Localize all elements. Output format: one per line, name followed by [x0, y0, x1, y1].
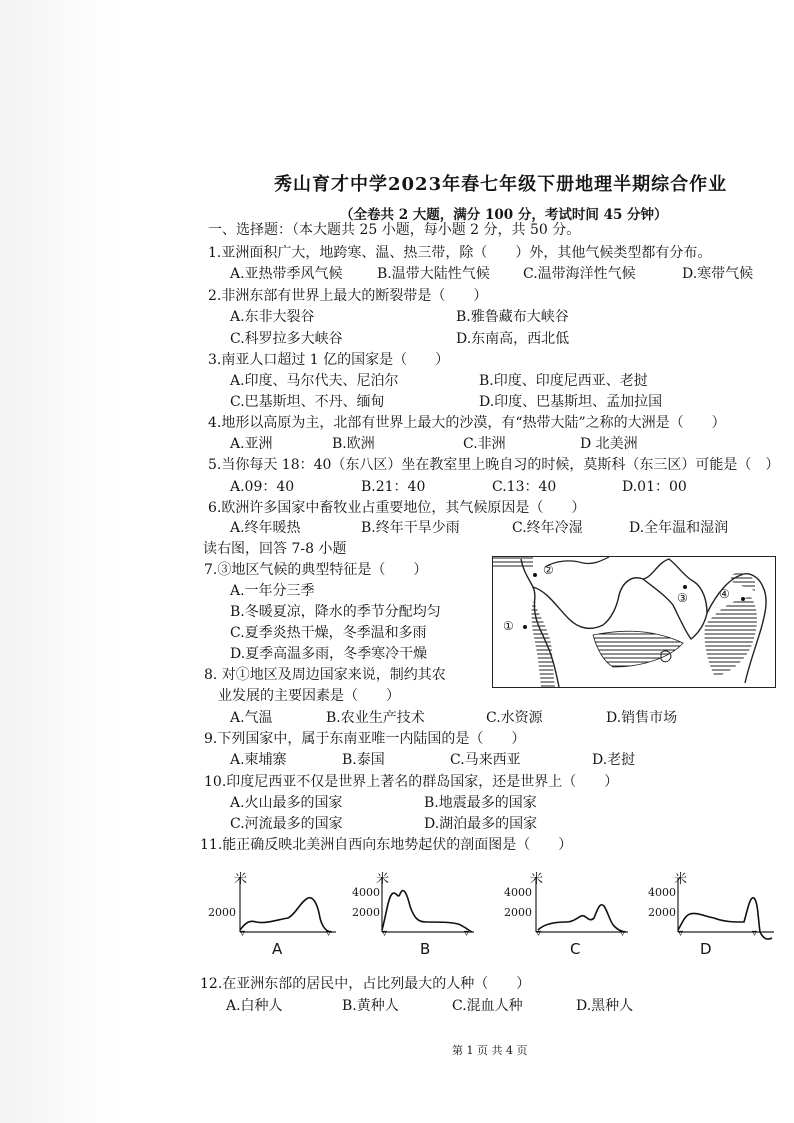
q5-option-b: B.21：40: [361, 479, 426, 495]
profile-a-label: A: [272, 940, 283, 958]
question-4: 4.地形以高原为主，北部有世界上最大的沙漠，有“热带大陆”之称的大洲是（ ）: [208, 415, 726, 431]
q9-option-d: D.老挝: [592, 752, 636, 768]
profile-d: [644, 868, 784, 960]
map-point-2: [533, 573, 537, 577]
q7-option-d: D.夏季高温多雨，冬季寒冷干燥: [230, 646, 428, 662]
region-map-drawing: [493, 557, 775, 687]
q6-option-d: D.全年温和湿润: [629, 520, 729, 536]
profile-b-unit: 米: [376, 872, 390, 887]
question-7: 7.③地区气候的典型特征是（ ）: [204, 562, 428, 578]
q12-option-d: D.黑种人: [576, 998, 634, 1014]
map-hatch-north: [493, 557, 533, 569]
map-point-1: [523, 625, 527, 629]
q6-option-a: A.终年暖热: [230, 520, 301, 536]
map-label-2: ②: [543, 563, 554, 577]
q8-option-a: A.气温: [230, 710, 273, 726]
svg-text:▿: ▿: [464, 928, 470, 939]
q2-option-d: D.东南高，西北低: [456, 331, 570, 347]
q2-option-c: C.科罗拉多大峡谷: [230, 331, 343, 347]
reading-instruction: 读右图，回答 7-8 小题: [203, 541, 347, 557]
q3-option-c: C.巴基斯坦、不丹、缅甸: [230, 394, 385, 410]
q4-option-b: B.欧洲: [332, 436, 375, 452]
profile-d-tick-2000: 2000: [648, 906, 676, 919]
section-heading: 一、选择题：（本大题共 25 小题，每小题 2 分，共 50 分。: [208, 222, 581, 238]
question-6: 6.欧洲许多国家中畜牧业占重要地位，其气候原因是（ ）: [208, 500, 586, 516]
q12-option-a: A.白种人: [226, 998, 283, 1014]
profile-c-tick-2000: 2000: [504, 906, 532, 919]
q3-option-a: A.印度、马尔代夫、尼泊尔: [230, 373, 399, 389]
map-coast-arabia: [533, 578, 643, 629]
svg-text:▿: ▿: [752, 928, 758, 939]
svg-text:▿: ▿: [382, 928, 388, 939]
profile-a-tick-2000: 2000: [208, 906, 236, 919]
q9-option-c: C.马来西亚: [450, 752, 521, 768]
svg-text:▿: ▿: [678, 928, 684, 939]
q5-option-a: A.09：40: [230, 479, 295, 495]
question-12: 12.在亚洲东部的居民中，占比列最大的人种（ ）: [200, 976, 531, 992]
q8-option-b: B.农业生产技术: [326, 710, 425, 726]
profile-d-tick-4000: 4000: [648, 886, 676, 899]
question-3: 3.南亚人口超过 1 亿的国家是（ ）: [208, 352, 450, 368]
q8-option-d: D.销售市场: [606, 710, 678, 726]
q12-option-c: C.混血人种: [452, 998, 523, 1014]
q6-option-b: B.终年干旱少雨: [361, 520, 460, 536]
q5-option-c: C.13：40: [492, 479, 557, 495]
map-hatch-india: [593, 631, 683, 667]
svg-text:▿: ▿: [620, 928, 626, 939]
q7-option-b: B.冬暖夏凉，降水的季节分配均匀: [230, 604, 441, 620]
q2-option-a: A.东非大裂谷: [230, 309, 315, 325]
profile-c: [504, 868, 644, 960]
q2-option-b: B.雅鲁藏布大峡谷: [456, 309, 569, 325]
q1-option-a: A.亚热带季风气候: [230, 266, 343, 282]
profile-a-unit: 米: [234, 872, 248, 887]
page-footer: 第 1 页 共 4 页: [452, 1044, 528, 1057]
question-8-line1: 8. 对①地区及周边国家来说，制约其农: [204, 667, 446, 683]
question-11: 11.能正确反映北美洲自西向东地势起伏的剖面图是（ ）: [200, 837, 573, 853]
svg-text:▿: ▿: [240, 928, 246, 939]
svg-text:▿: ▿: [326, 928, 332, 939]
profile-c-unit: 米: [530, 872, 544, 887]
q9-option-a: A.柬埔寨: [230, 752, 287, 768]
profile-b-tick-2000: 2000: [352, 906, 380, 919]
question-8-line2: 业发展的主要因素是（ ）: [218, 688, 400, 704]
question-1: 1.亚洲面积广大，地跨寒、温、热三带，除（ ）外，其他气候类型都有分布。: [208, 245, 712, 261]
question-9: 9.下列国家中，属于东南亚唯一内陆国的是（ ）: [204, 731, 526, 747]
map-label-4: ④: [719, 587, 730, 601]
q10-option-a: A.火山最多的国家: [230, 795, 343, 811]
q5-option-d: D.01：00: [622, 479, 687, 495]
map-coast-north: [545, 557, 609, 567]
q10-option-d: D.湖泊最多的国家: [424, 816, 538, 832]
map-hatch-east: [731, 573, 755, 591]
q1-option-b: B.温带大陆性气候: [377, 266, 490, 282]
q3-option-d: D.印度、巴基斯坦、孟加拉国: [479, 394, 663, 410]
q12-option-b: B.黄种人: [342, 998, 399, 1014]
question-5: 5.当你每天 18：40（东八区）坐在教室里上晚自习的时候，莫斯科（东三区）可能是（ ）: [208, 457, 780, 473]
q9-option-b: B.泰国: [342, 752, 385, 768]
map-point-4: [741, 597, 745, 601]
q4-option-a: A.亚洲: [230, 436, 273, 452]
q7-option-a: A.一年分三季: [230, 583, 315, 599]
profile-a: [208, 868, 348, 960]
q10-option-b: B.地震最多的国家: [424, 795, 537, 811]
profile-b: [352, 868, 492, 960]
q1-option-d: D.寒带气候: [682, 266, 754, 282]
q7-option-c: C.夏季炎热干燥，冬季温和多雨: [230, 625, 427, 641]
question-2: 2.非洲东部有世界上最大的断裂带是（ ）: [208, 288, 488, 304]
profile-b-label: B: [420, 940, 431, 958]
q1-option-c: C.温带海洋性气候: [523, 266, 636, 282]
profile-d-unit: 米: [674, 872, 688, 887]
q10-option-c: C.河流最多的国家: [230, 816, 343, 832]
map-point-3: [683, 585, 687, 589]
q3-option-b: B.印度、印度尼西亚、老挝: [479, 373, 648, 389]
question-10: 10.印度尼西亚不仅是世界上著名的群岛国家，还是世界上（ ）: [204, 774, 619, 790]
q4-option-d: D 北美洲: [580, 436, 638, 452]
profile-c-label: C: [570, 940, 581, 958]
page-title: 秀山育才中学2023年春七年级下册地理半期综合作业: [274, 174, 728, 195]
profile-b-tick-4000: 4000: [352, 886, 380, 899]
page-subtitle: （全卷共 2 大题，满分 100 分，考试时间 45 分钟）: [340, 207, 668, 223]
q6-option-c: C.终年冷湿: [512, 520, 583, 536]
region-map: [492, 556, 776, 688]
map-label-3: ③: [677, 591, 688, 605]
profile-c-tick-4000: 4000: [504, 886, 532, 899]
q4-option-c: C.非洲: [463, 436, 506, 452]
map-coast-india: [643, 559, 707, 639]
profile-d-label: D: [700, 940, 712, 958]
q8-option-c: C.水资源: [486, 710, 543, 726]
svg-text:▿: ▿: [536, 928, 542, 939]
map-label-1: ①: [503, 619, 514, 633]
map-hatch-africa: [532, 601, 556, 687]
